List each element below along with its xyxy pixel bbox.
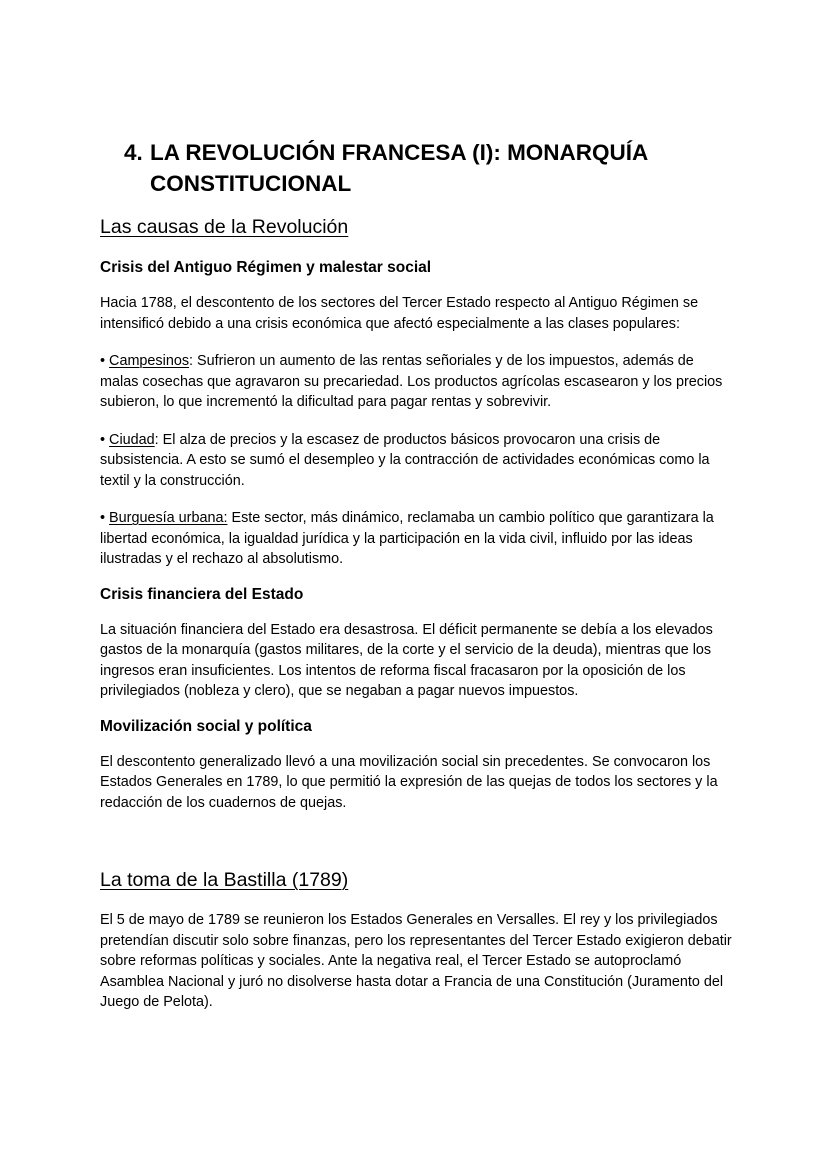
bullet-ciudad — [100, 430, 732, 492]
bullet-marker: • — [100, 510, 106, 526]
paragraph-crisis-intro: Hacia 1788, el descontento de los sectores del Tercer Estado respecto al Antiguo Régimen se intensificó debido a una crisis económica que afectó especialmente a las clases populares: — [100, 295, 699, 332]
bullet-term-campesinos: Campesinos — [109, 353, 190, 369]
bullet-term-ciudad: Ciudad — [109, 431, 155, 448]
bullet-term-burguesia: Burguesía urbana: — [109, 510, 228, 526]
bullet-marker: • — [100, 431, 106, 448]
bullet-marker: • — [100, 353, 106, 369]
paragraph-bastilla: El 5 de mayo de 1789 se reunieron los Estados Generales en Versalles. El rey y los privilegiados pretendían discutir solo sobre finanzas, pero los representantes del Tercer Estado exigieron debatir sobre reformas políticas y sociales. Ante la negativa real, el Tercer Estado se autoproclamó Asamblea Nacional y juró no disolverse hasta dotar a Francia de una Constitución (Juramento del Juego de Pelota). — [100, 912, 732, 1010]
subsection-heading-movilizacion: Movilización social y política — [100, 717, 312, 735]
bullet-burguesia — [100, 508, 732, 570]
title-text: LA REVOLUCIÓN FRANCESA (I): MONARQUÍA CONSTITUCIONAL — [150, 140, 648, 196]
paragraph-crisis-financiera: La situación financiera del Estado era desastrosa. El déficit permanente se debía a los elevados gastos de la monarquía (gastos militares, de la corte y el servicio de la deuda), mientras que los ingresos eran insuficientes. Los intentos de reforma fiscal fracasaron por la oposición de los privilegiados (nobleza y clero), que se negaban a pagar nuevos impuestos. — [100, 621, 713, 699]
subsection-heading-crisis-financiera: Crisis financiera del Estado — [100, 585, 304, 603]
bullet-text-burguesia: Este sector, más dinámico, reclamaba un cambio político que garantizara la libertad económica, la igualdad jurídica y la participación en la vida civil, influido por las ideas ilustradas y el rechazo al absolutismo. — [100, 510, 714, 567]
title-number: 4. — [124, 140, 143, 165]
document-title — [124, 137, 764, 199]
subsection-heading-crisis-antiguo-regimen: Crisis del Antiguo Régimen y malestar social — [100, 259, 432, 276]
document-content — [100, 213, 732, 1013]
bullet-text-ciudad: : El alza de precios y la escasez de productos básicos provocaron una crisis de subsistencia. A esto se sumó el desempleo y la contracción de actividades económicas como la textil y la construcción. — [100, 431, 710, 489]
paragraph-movilizacion: El descontento generalizado llevó a una movilización social sin precedentes. Se convocaron los Estados Generales en 1789, lo que permitió la expresión de las quejas de todos los sectores y la redacción de los cuadernos de quejas. — [100, 753, 718, 811]
bullet-text-campesinos: : Sufrieron un aumento de las rentas señoriales y de los impuestos, además de malas cosechas que agravaron su precariedad. Los productos agrícolas escasearon y los precios subieron, lo que incrementó la dificultad para pagar rentas y sobrevivir. — [100, 353, 723, 410]
bullet-campesinos — [100, 351, 732, 413]
section-heading-causes: Las causas de la Revolución — [100, 216, 349, 238]
section-heading-bastilla: La toma de la Bastilla (1789) — [100, 869, 349, 891]
